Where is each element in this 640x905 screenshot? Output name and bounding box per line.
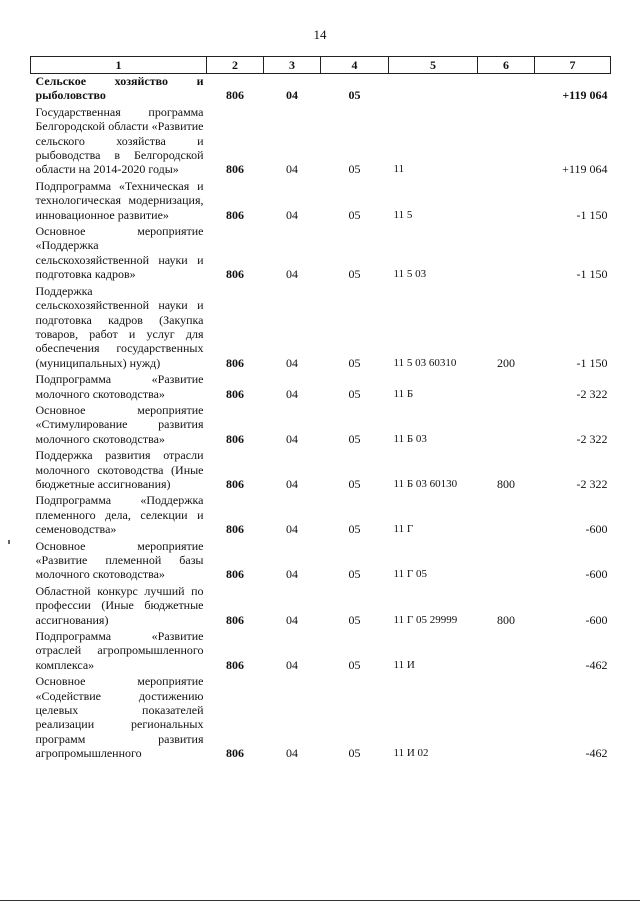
row-amount: -600 (585, 567, 608, 582)
column-header: 5 (389, 57, 478, 74)
table-row (31, 403, 611, 448)
row-amount: -2 322 (576, 476, 608, 491)
row-subsection-code: 05 (348, 162, 361, 177)
row-subsection-code: 05 (348, 267, 361, 282)
row-expense-type: 200 (497, 355, 515, 370)
page-number: 14 (313, 27, 327, 42)
column-header: 3 (264, 57, 321, 74)
row-target-article: 11 Г 05 29999 (393, 613, 458, 626)
row-subsection-code: 05 (348, 612, 361, 627)
row-subsection-code: 05 (348, 88, 361, 103)
row-target-article: 11 И (393, 658, 415, 671)
row-name: Основное мероприятие «Развитие племенной базы молочного скотоводства» (35, 538, 204, 582)
row-expense-type (478, 539, 535, 584)
row-amount: -462 (585, 657, 608, 672)
row-amount: -2 322 (576, 386, 608, 401)
row-expense-type (478, 629, 535, 674)
row-subsection-code: 05 (348, 746, 361, 761)
table-row (31, 674, 611, 762)
row-name: Основное мероприятие «Поддержка сельскохозяйственной науки и подготовка кадров» (35, 224, 204, 282)
row-ministry-code: 806 (226, 612, 244, 627)
table-row (31, 179, 611, 224)
row-subsection-code: 05 (348, 567, 361, 582)
row-expense-type (478, 224, 535, 284)
table-row (31, 584, 611, 629)
row-amount: -600 (585, 522, 608, 537)
row-section-code: 04 (286, 612, 298, 627)
row-name: Поддержка сельскохозяйственной науки и подготовка кадров (Закупка товаров, работ и услуг для обеспечения государственных (муниципальных) нужд) (35, 283, 204, 370)
column-header: 6 (478, 57, 535, 74)
row-expense-type (478, 403, 535, 448)
row-ministry-code: 806 (226, 522, 244, 537)
row-name: Подпрограмма «Развитие отраслей агропромышленного комплекса» (35, 629, 204, 672)
table-header-row (31, 57, 611, 74)
row-section-code: 04 (286, 207, 298, 222)
row-section-code: 04 (286, 746, 298, 761)
table-row (31, 539, 611, 584)
row-ministry-code: 806 (226, 476, 244, 491)
row-amount: -600 (585, 612, 608, 627)
row-subsection-code: 05 (348, 522, 361, 537)
row-ministry-code: 806 (226, 267, 244, 282)
row-section-code: 04 (286, 386, 298, 401)
row-name: Сельское хозяйство и рыболовство (35, 74, 204, 103)
row-target-article: 11 5 03 (393, 268, 427, 281)
row-section-code: 04 (286, 162, 298, 177)
row-subsection-code: 05 (348, 207, 361, 222)
row-amount: +119 064 (562, 162, 608, 177)
table-row (31, 629, 611, 674)
row-expense-type (478, 74, 535, 105)
row-target-article: 11 Б (393, 387, 414, 400)
bottom-rule (0, 900, 640, 902)
row-expense-type (478, 674, 535, 762)
column-header: 4 (321, 57, 389, 74)
row-subsection-code: 05 (348, 386, 361, 401)
row-target-article: 11 (393, 163, 405, 176)
table-row (31, 448, 611, 493)
row-name: Основное мероприятие «Содействие достижению целевых показателей реализации региональных программ развития агропромышленного (35, 674, 204, 761)
row-subsection-code: 05 (348, 431, 361, 446)
row-ministry-code: 806 (226, 162, 244, 177)
row-expense-type: 800 (497, 612, 515, 627)
row-target-article (389, 74, 478, 105)
row-section-code: 04 (286, 431, 298, 446)
row-amount: -462 (585, 746, 608, 761)
column-header: 1 (31, 57, 207, 74)
row-section-code: 04 (286, 476, 298, 491)
row-target-article: 11 Г (393, 523, 414, 536)
row-name: Основное мероприятие «Стимулирование развития молочного скотоводства» (35, 402, 204, 446)
row-expense-type (478, 179, 535, 224)
row-ministry-code: 806 (226, 657, 244, 672)
row-target-article: 11 Б 03 (393, 432, 427, 445)
row-section-code: 04 (286, 267, 298, 282)
row-name: Поддержка развития отрасли молочного скотоводства (Иные бюджетные ассигнования) (35, 448, 204, 491)
row-target-article: 11 Б 03 60130 (393, 477, 458, 490)
table-row (31, 74, 611, 105)
row-target-article: 11 Г 05 (393, 568, 427, 581)
row-ministry-code: 806 (226, 207, 244, 222)
row-amount: -2 322 (576, 431, 608, 446)
row-section-code: 04 (286, 88, 298, 103)
table-row (31, 105, 611, 179)
row-amount: -1 150 (576, 207, 608, 222)
row-name: Подпрограмма «Поддержка племенного дела, селекции и семеноводства» (35, 493, 204, 537)
row-ministry-code: 806 (226, 431, 244, 446)
row-ministry-code: 806 (226, 386, 244, 401)
scan-mark (8, 540, 10, 544)
row-ministry-code: 806 (226, 746, 244, 761)
row-section-code: 04 (286, 657, 298, 672)
row-expense-type (478, 372, 535, 403)
table-row (31, 284, 611, 372)
row-ministry-code: 806 (226, 567, 244, 582)
row-subsection-code: 05 (348, 657, 361, 672)
row-amount: -1 150 (576, 267, 608, 282)
row-subsection-code: 05 (348, 476, 361, 491)
row-target-article: 11 И 02 (393, 747, 429, 760)
row-section-code: 04 (286, 522, 298, 537)
row-expense-type: 800 (497, 476, 515, 491)
row-subsection-code: 05 (348, 355, 361, 370)
row-amount: +119 064 (562, 88, 608, 103)
row-ministry-code: 806 (226, 88, 244, 103)
row-ministry-code: 806 (226, 355, 244, 370)
table-row (31, 372, 611, 403)
table-row (31, 224, 611, 284)
row-section-code: 04 (286, 567, 298, 582)
column-header: 2 (207, 57, 264, 74)
row-target-article: 11 5 (393, 208, 413, 221)
row-target-article: 11 5 03 60310 (393, 356, 457, 369)
row-section-code: 04 (286, 355, 298, 370)
budget-table (30, 56, 611, 763)
row-name: Областной конкурс лучший по профессии (Иные бюджетные ассигнования) (35, 583, 204, 627)
table-row (31, 493, 611, 538)
column-header: 7 (535, 57, 611, 74)
row-expense-type (478, 493, 535, 538)
row-expense-type (478, 105, 535, 179)
row-name: Государственная программа Белгородской области «Развитие сельского хозяйства и рыбоводства в Белгородской области на 2014-2020 годы» (35, 104, 204, 177)
row-name: Подпрограмма «Развитие молочного скотоводства» (35, 372, 204, 401)
row-amount: -1 150 (576, 355, 608, 370)
row-name: Подпрограмма «Техническая и технологическая модернизация, инновационное развитие» (35, 178, 204, 222)
